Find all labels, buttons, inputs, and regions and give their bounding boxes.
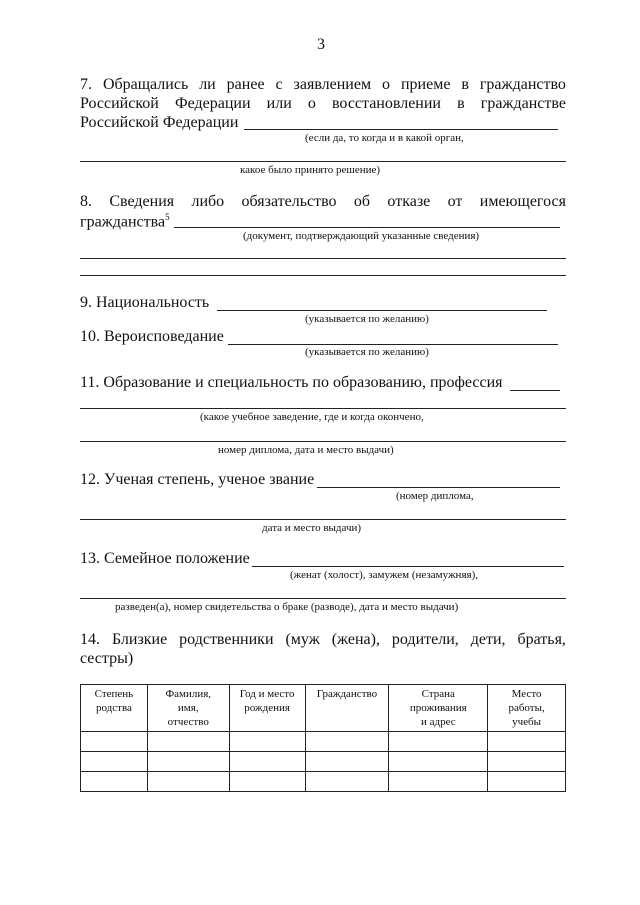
section-11-caption2: номер диплома, дата и место выдачи) — [218, 444, 394, 456]
word: (жена), — [331, 631, 380, 648]
word: Российской — [80, 95, 159, 112]
section-11-label: 11. Образование и специальность по образованию, профессия — [80, 374, 503, 391]
section-7-line2 — [80, 95, 566, 113]
table-header-cell — [488, 685, 566, 732]
word: 7. — [80, 76, 92, 93]
section-7-caption2: какое было принято решение) — [240, 164, 381, 176]
word: с — [275, 76, 283, 93]
header-text: Фамилия, — [165, 688, 212, 700]
section-10-answer-line[interactable] — [228, 344, 558, 345]
section-7-answer-line2[interactable] — [80, 161, 566, 162]
header-text: рождения — [244, 702, 290, 714]
word: Сведения — [109, 193, 175, 210]
section-8-caption: (документ, подтверждающий указанные сведения) — [243, 230, 480, 242]
header-text: и адрес — [420, 716, 456, 728]
table-cell[interactable] — [488, 732, 566, 752]
table-header-cell — [389, 685, 488, 732]
section-10-label: 10. Вероисповедание — [80, 328, 224, 345]
table-row — [81, 752, 566, 772]
word: о — [382, 76, 391, 93]
header-text: Страна — [421, 688, 455, 700]
relatives-table — [80, 684, 566, 792]
header-text: работы, — [508, 702, 545, 714]
section-8-word: гражданства — [80, 213, 166, 231]
section-10-caption: (указывается по желанию) — [305, 346, 429, 358]
table-row — [81, 772, 566, 792]
section-12-label: 12. Ученая степень, ученое звание — [80, 471, 315, 488]
word: обязательство — [241, 193, 337, 210]
word: ли — [199, 76, 216, 93]
table-cell[interactable] — [305, 752, 389, 772]
word: дети, — [470, 631, 506, 648]
section-9-answer-line[interactable] — [217, 310, 547, 311]
table-cell[interactable] — [389, 752, 488, 772]
table-cell[interactable] — [229, 732, 305, 752]
section-7-answer-line1[interactable] — [244, 129, 558, 130]
section-8-answer-line1[interactable] — [174, 227, 560, 228]
table-cell[interactable] — [81, 732, 148, 752]
word: Федерации — [174, 95, 251, 112]
word: ранее — [226, 76, 265, 93]
table-cell[interactable] — [488, 772, 566, 792]
footnote-marker: 5 — [165, 212, 170, 222]
word: родственники — [179, 631, 274, 648]
header-text: Степень — [94, 688, 134, 700]
header-text: учебы — [512, 716, 542, 728]
header-text: родства — [95, 702, 132, 714]
table-cell[interactable] — [488, 752, 566, 772]
header-text: проживания — [409, 702, 467, 714]
table-cell[interactable] — [81, 772, 148, 792]
section-14-line2: сестры) — [80, 650, 134, 667]
section-11-answer-line2[interactable] — [80, 408, 566, 409]
word: братья, — [517, 631, 566, 648]
section-7-caption1: (если да, то когда и в какой орган, — [305, 132, 464, 144]
header-text: имя, — [177, 702, 199, 714]
table-cell[interactable] — [305, 772, 389, 792]
section-8-answer-line3[interactable] — [80, 275, 566, 276]
word: в — [461, 76, 469, 93]
header-text: Место — [511, 688, 542, 700]
table-cell[interactable] — [147, 752, 229, 772]
word: (муж — [285, 631, 320, 648]
word: 8. — [80, 193, 92, 210]
section-12-caption2: дата и место выдачи) — [262, 522, 362, 534]
section-13-answer-line2[interactable] — [80, 598, 566, 599]
section-7-line1 — [80, 76, 566, 94]
word: либо — [191, 193, 225, 210]
section-14-line1 — [80, 631, 566, 649]
table-cell[interactable] — [305, 732, 389, 752]
word: отказе — [387, 193, 431, 210]
word: об — [353, 193, 371, 210]
section-8-answer-line2[interactable] — [80, 258, 566, 259]
table-row — [81, 732, 566, 752]
table-cell[interactable] — [81, 752, 148, 772]
section-7-line3: Российской Федерации — [80, 114, 239, 131]
word: приеме — [400, 76, 451, 93]
header-text: Гражданство — [316, 688, 378, 700]
word: Близкие — [111, 631, 168, 648]
word: заявлением — [293, 76, 372, 93]
table-cell[interactable] — [229, 772, 305, 792]
table-header-cell — [147, 685, 229, 732]
word: 14. — [80, 631, 100, 648]
page-number: 3 — [317, 36, 325, 53]
section-8-line1 — [80, 193, 566, 211]
word: гражданстве — [480, 95, 566, 112]
section-8-line2 — [80, 212, 170, 231]
table-cell[interactable] — [389, 772, 488, 792]
section-11-answer-line3[interactable] — [80, 441, 566, 442]
word: или — [266, 95, 292, 112]
header-text: Год и место — [239, 688, 295, 700]
section-11-answer-line1[interactable] — [510, 390, 560, 391]
table-cell[interactable] — [147, 772, 229, 792]
table-cell[interactable] — [389, 732, 488, 752]
section-13-caption1: (женат (холост), замужем (незамужняя), — [290, 569, 478, 581]
section-11-caption1: (какое учебное заведение, где и когда окончено, — [200, 411, 424, 423]
word: в — [457, 95, 465, 112]
section-9-label: 9. Национальность — [80, 294, 210, 311]
header-text: отчество — [167, 716, 209, 728]
word: восстановлении — [331, 95, 441, 112]
table-header-row — [81, 685, 566, 732]
table-cell[interactable] — [229, 752, 305, 772]
word: гражданство — [479, 76, 566, 93]
section-9-caption: (указывается по желанию) — [305, 313, 429, 325]
word: Обращались — [102, 76, 189, 93]
section-12-answer-line1[interactable] — [317, 487, 560, 488]
section-13-label: 13. Семейное положение — [80, 550, 250, 567]
word: родители, — [391, 631, 459, 648]
table-header-cell — [305, 685, 389, 732]
table-header-cell — [81, 685, 148, 732]
section-13-caption2: разведен(а), номер свидетельства о браке (разводе), дата и место выдачи) — [115, 601, 459, 613]
word: имеющегося — [479, 193, 566, 210]
section-13-answer-line1[interactable] — [252, 566, 564, 567]
section-12-caption1: (номер диплома, — [396, 490, 474, 502]
table-cell[interactable] — [147, 732, 229, 752]
word: от — [447, 193, 463, 210]
word: о — [307, 95, 316, 112]
table-header-cell — [229, 685, 305, 732]
section-12-answer-line2[interactable] — [80, 519, 566, 520]
